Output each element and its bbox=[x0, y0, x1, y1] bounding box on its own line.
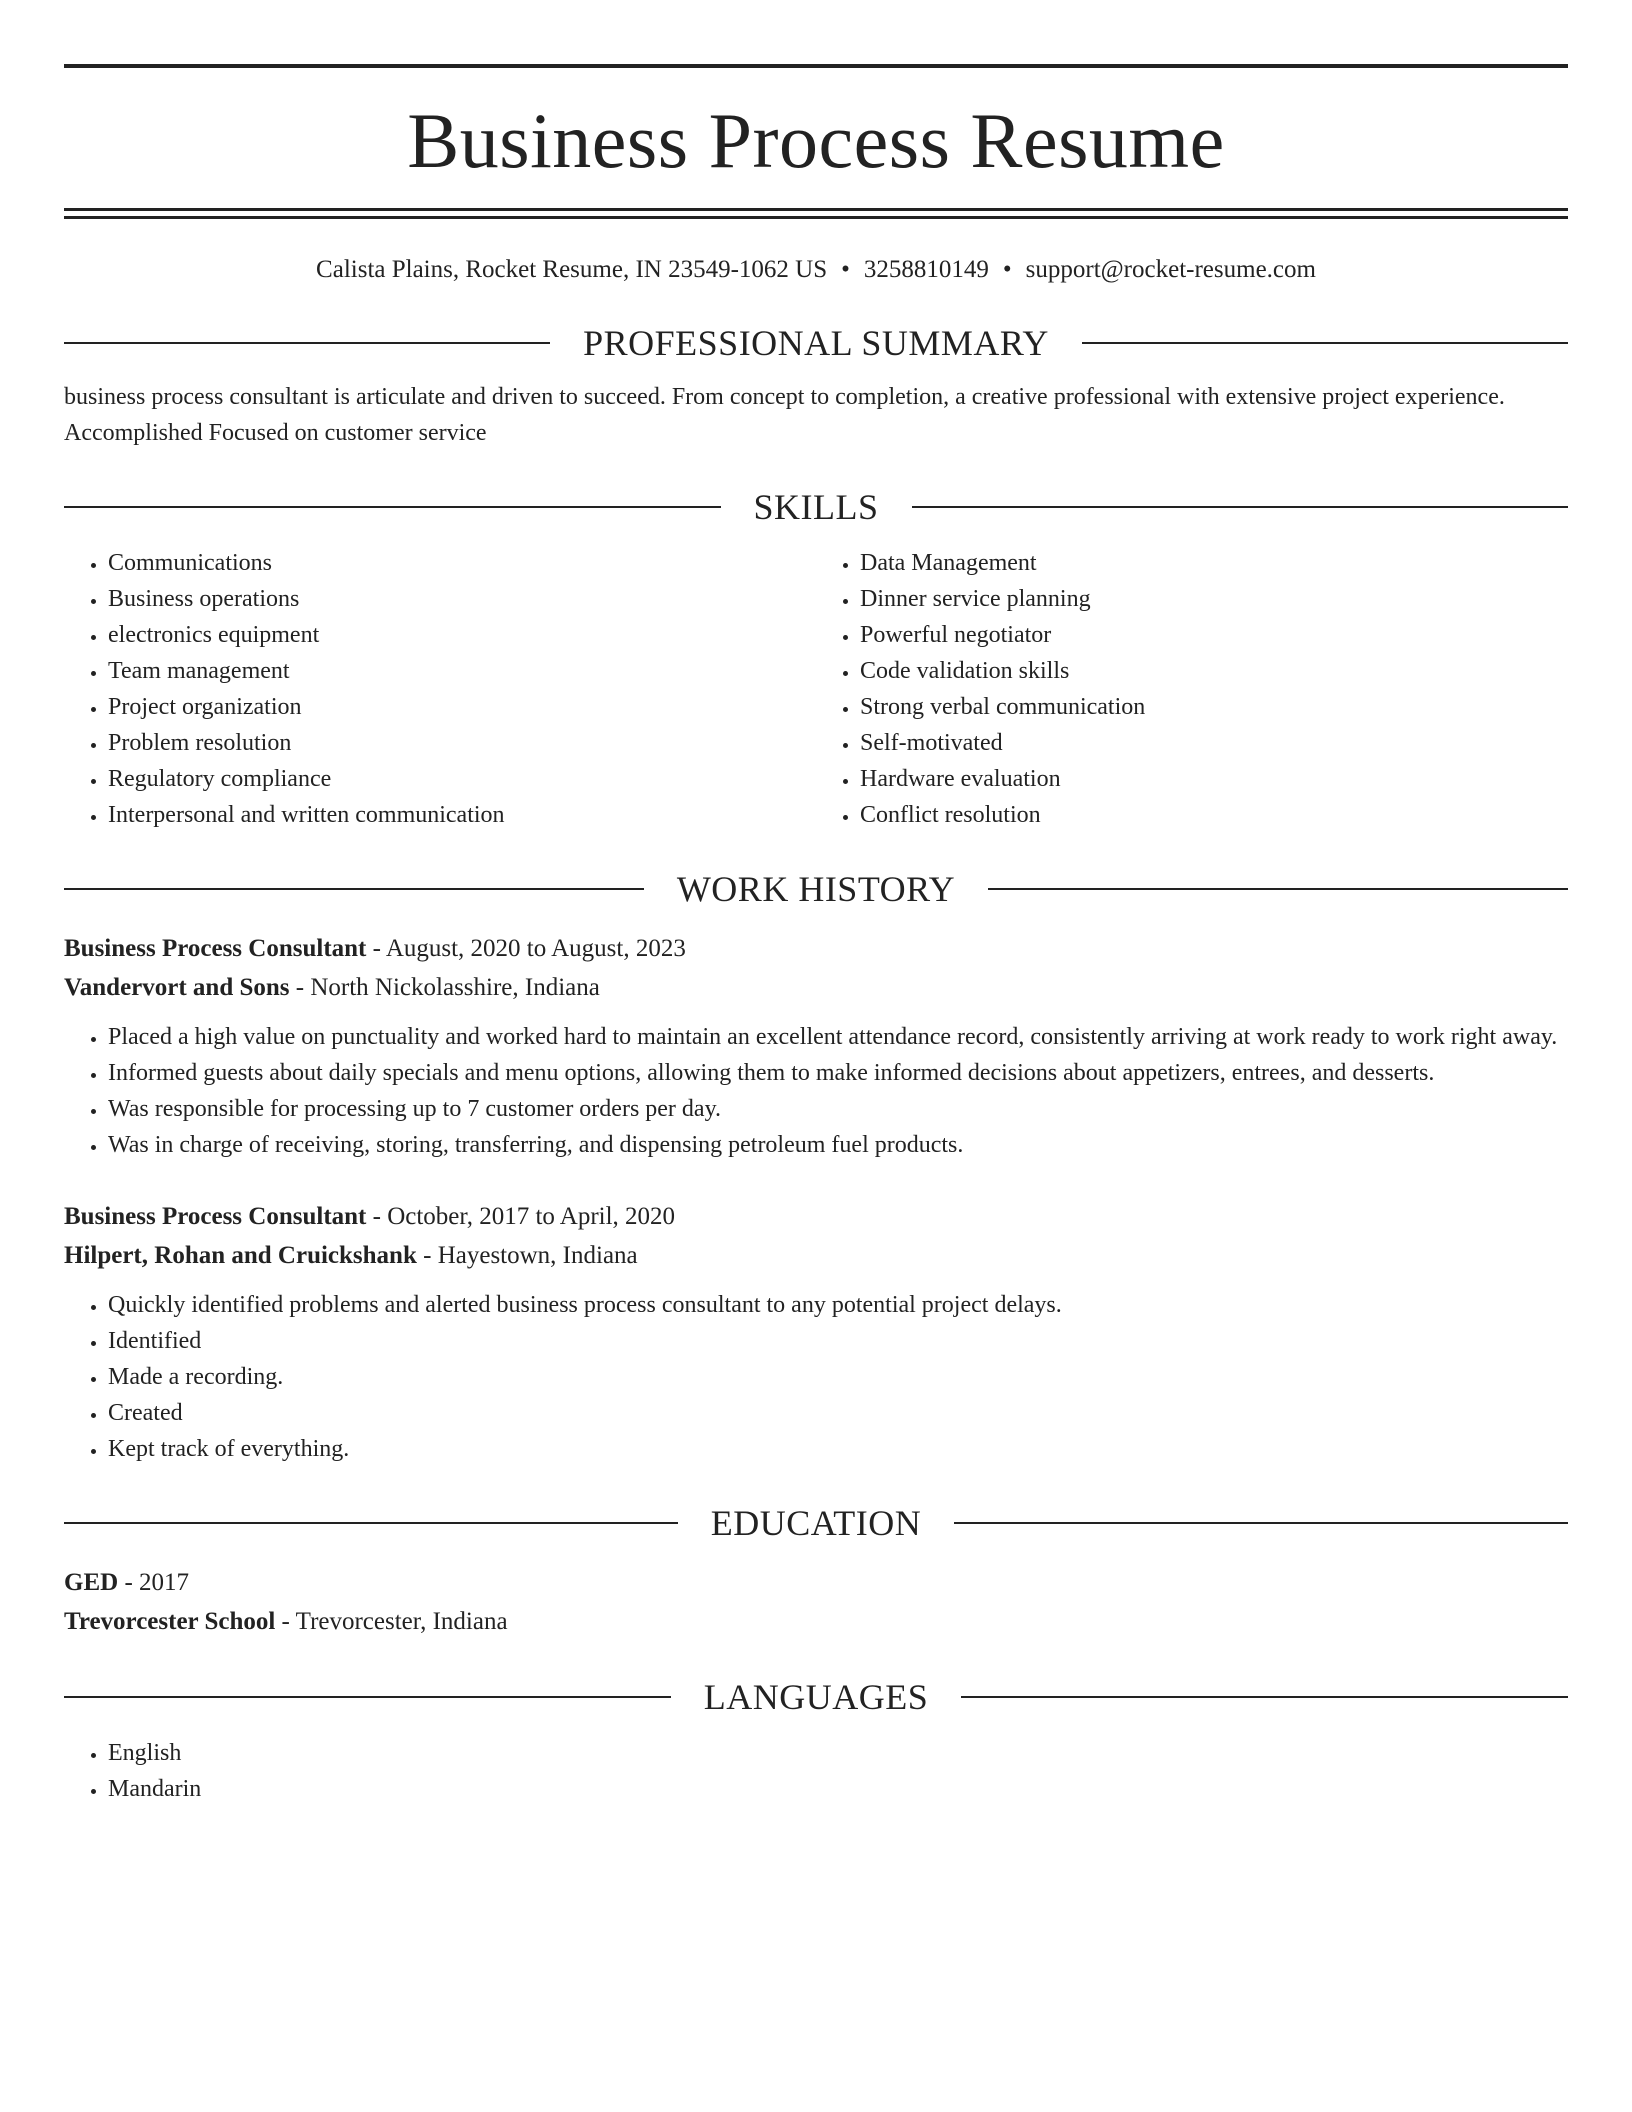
job-title: Business Process Consultant bbox=[64, 1203, 367, 1230]
contact-separator: • bbox=[1002, 256, 1012, 283]
contact-address: Calista Plains, Rocket Resume, IN 23549-1062 US bbox=[316, 256, 828, 283]
education-school-line bbox=[64, 1602, 1568, 1641]
resume-page bbox=[64, 64, 1568, 1807]
job-entry bbox=[64, 1197, 1568, 1467]
skill-item: • Strong verbal communication bbox=[860, 689, 1568, 725]
section-heading-work-history bbox=[64, 863, 1568, 915]
summary-text: business process consultant is articulate and driven to succeed. From concept to completion, a creative professional with extensive project experience. Accomplished Focused on customer service bbox=[64, 384, 1505, 446]
job-bullet: • Placed a high value on punctuality and worked hard to maintain an excellent attendance record, consistently arriving at work ready to work right away. bbox=[108, 1019, 1568, 1055]
job-company: Vandervort and Sons bbox=[64, 974, 290, 1001]
heading-rule bbox=[961, 1696, 1568, 1698]
job-bullets bbox=[64, 1287, 1568, 1467]
job-title-line bbox=[64, 1197, 1568, 1236]
section-title: PROFESSIONAL SUMMARY bbox=[583, 323, 1049, 363]
job-bullet: • Was responsible for processing up to 7 customer orders per day. bbox=[108, 1091, 1568, 1127]
heading-rule bbox=[64, 888, 644, 890]
skill-item: • Self-motivated bbox=[860, 725, 1568, 761]
education-school: Trevorcester School bbox=[64, 1608, 276, 1635]
skill-item: • Data Management bbox=[860, 545, 1568, 581]
skill-item: • Communications bbox=[108, 545, 816, 581]
skills-column-right bbox=[816, 545, 1568, 833]
education-degree-line bbox=[64, 1563, 1568, 1602]
heading-rule bbox=[1082, 342, 1568, 344]
contact-phone: 3258810149 bbox=[863, 256, 989, 283]
languages-list bbox=[64, 1735, 1568, 1807]
skill-item: • Problem resolution bbox=[108, 725, 816, 761]
heading-rule bbox=[954, 1522, 1568, 1524]
job-bullet: • Informed guests about daily specials and menu options, allowing them to make informed decisions about appetizers, entrees, and desserts. bbox=[108, 1055, 1568, 1091]
skills-list bbox=[64, 545, 1568, 833]
job-company-line bbox=[64, 968, 1568, 1007]
section-title: LANGUAGES bbox=[703, 1677, 929, 1717]
job-bullets bbox=[64, 1019, 1568, 1163]
education-entry bbox=[64, 1563, 1568, 1641]
job-bullet: • Kept track of everything. bbox=[108, 1431, 1568, 1467]
contact-separator: • bbox=[841, 256, 850, 283]
job-bullet: • Made a recording. bbox=[108, 1359, 1568, 1395]
language-item: • English bbox=[108, 1735, 1568, 1771]
language-item: • Mandarin bbox=[108, 1771, 1568, 1807]
page-title: Business Process Resume bbox=[407, 97, 1225, 184]
section-title: SKILLS bbox=[753, 487, 879, 527]
job-title: Business Process Consultant bbox=[64, 935, 367, 962]
job-company: Hilpert, Rohan and Cruickshank bbox=[64, 1242, 417, 1269]
skill-item: • Code validation skills bbox=[860, 653, 1568, 689]
section-heading-languages bbox=[64, 1671, 1568, 1723]
job-dates: - October, 2017 to April, 2020 bbox=[366, 1203, 676, 1230]
job-bullet: • Quickly identified problems and alerted business process consultant to any potential project delays. bbox=[108, 1287, 1568, 1323]
heading-rule bbox=[988, 888, 1568, 890]
education-degree: GED bbox=[64, 1569, 119, 1596]
skills-column-left bbox=[64, 545, 816, 833]
job-location: - North Nickolasshire, Indiana bbox=[289, 974, 600, 1001]
skill-item: • Conflict resolution bbox=[860, 797, 1568, 833]
skill-item: • Team management bbox=[108, 653, 816, 689]
job-title-line bbox=[64, 929, 1568, 968]
heading-rule bbox=[64, 1522, 678, 1524]
skill-item: • Business operations bbox=[108, 581, 816, 617]
skill-item: • Regulatory compliance bbox=[108, 761, 816, 797]
education-year: - 2017 bbox=[118, 1569, 190, 1596]
skill-item: • Hardware evaluation bbox=[860, 761, 1568, 797]
heading-rule bbox=[64, 342, 550, 344]
section-title: WORK HISTORY bbox=[676, 869, 956, 909]
job-dates: - August, 2020 to August, 2023 bbox=[366, 935, 686, 962]
skill-item: • Project organization bbox=[108, 689, 816, 725]
job-entry bbox=[64, 929, 1568, 1163]
heading-rule bbox=[64, 1696, 671, 1698]
job-bullet: • Identified bbox=[108, 1323, 1568, 1359]
skill-item: • electronics equipment bbox=[108, 617, 816, 653]
section-heading-education bbox=[64, 1497, 1568, 1549]
contact-email: support@rocket-resume.com bbox=[1025, 256, 1316, 283]
job-location: - Hayestown, Indiana bbox=[416, 1242, 638, 1269]
job-company-line bbox=[64, 1236, 1568, 1275]
skill-item: • Interpersonal and written communication bbox=[108, 797, 816, 833]
job-bullet: • Was in charge of receiving, storing, transferring, and dispensing petroleum fuel products. bbox=[108, 1127, 1568, 1163]
education-location: - Trevorcester, Indiana bbox=[275, 1608, 508, 1635]
contact-line bbox=[64, 253, 1568, 287]
skill-item: • Powerful negotiator bbox=[860, 617, 1568, 653]
section-title: EDUCATION bbox=[710, 1503, 922, 1543]
title-double-rule bbox=[64, 208, 1568, 219]
section-heading-summary bbox=[64, 317, 1568, 369]
heading-rule bbox=[912, 506, 1569, 508]
job-bullet: • Created bbox=[108, 1395, 1568, 1431]
section-heading-skills bbox=[64, 481, 1568, 533]
heading-rule bbox=[64, 506, 721, 508]
skill-item: • Dinner service planning bbox=[860, 581, 1568, 617]
